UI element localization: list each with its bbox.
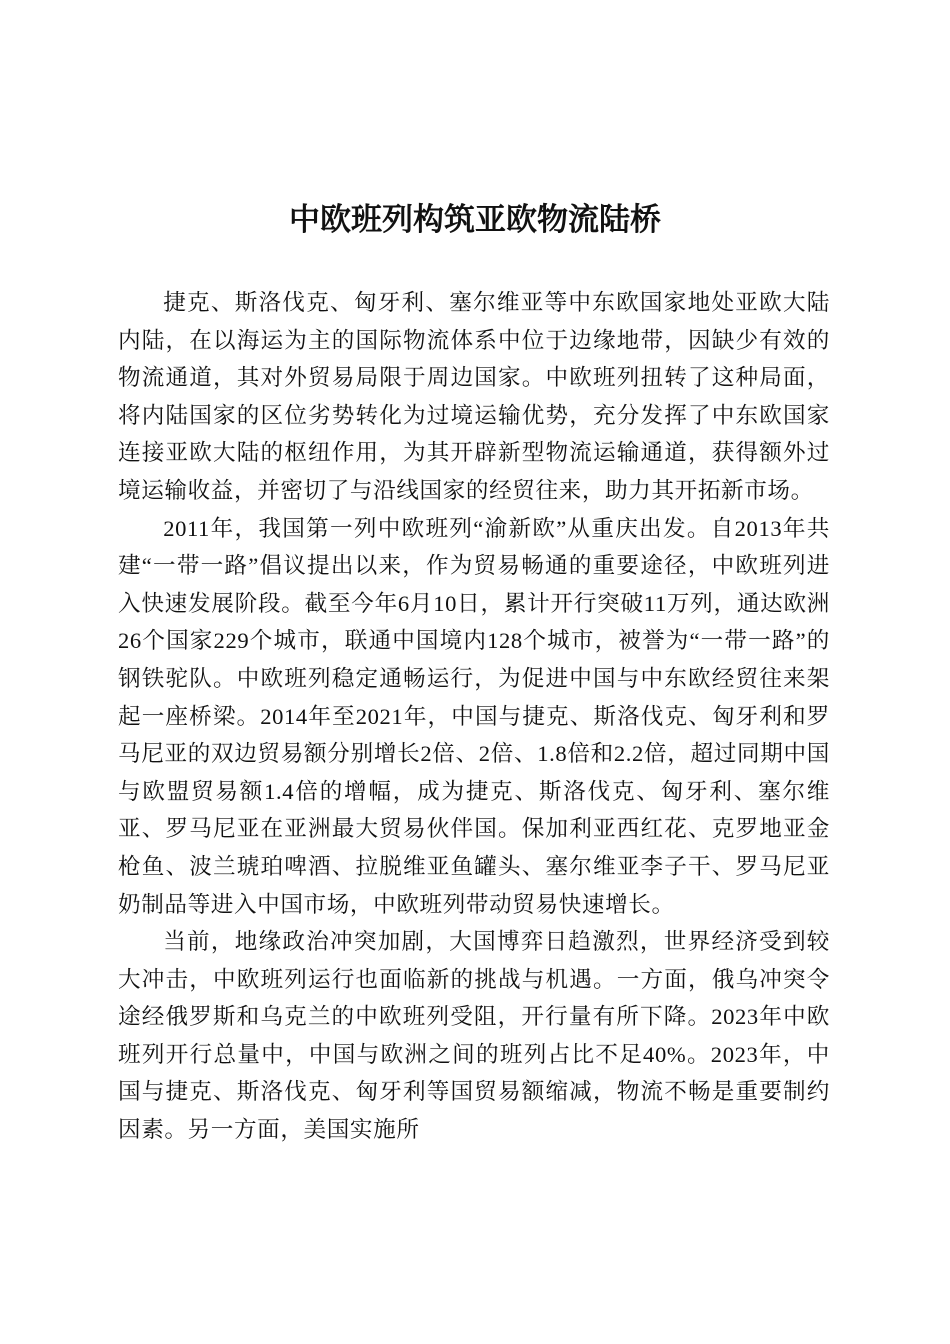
paragraph-1: 捷克、斯洛伐克、匈牙利、塞尔维亚等中东欧国家地处亚欧大陆内陆，在以海运为主的国际物流体系中位于边缘地带，因缺少有效的物流通道，其对外贸易局限于周边国家。中欧班列扭转了这种局面，将内陆国家的区位劣势转化为过境运输优势，充分发挥了中东欧国家连接亚欧大陆的枢纽作用，为其开辟新型物流运输通道，获得额外过境运输收益，并密切了与沿线国家的经贸往来，助力其开拓新市场。 xyxy=(118,290,830,503)
paragraph-2: 2011年，我国第一列中欧班列“渝新欧”从重庆出发。自2013年共建“一带一路”倡议提出以来，作为贸易畅通的重要途径，中欧班列进入快速发展阶段。截至今年6月10日，累计开行突破11万列，通达欧洲26个国家229个城市，联通中国境内128个城市，被誉为“一带一路”的钢铁驼队。中欧班列稳定通畅运行，为促进中国与中东欧经贸往来架起一座桥梁。2014年至2021年，中国与捷克、斯洛伐克、匈牙利和罗马尼亚的双边贸易额分别增长2倍、2倍、1.8倍和2.2倍，超过同期中国与欧盟贸易额1.4倍的增幅，成为捷克、斯洛伐克、匈牙利、塞尔维亚、罗马尼亚在亚洲最大贸易伙伴国。保加利亚西红花、克罗地亚金枪鱼、波兰琥珀啤酒、拉脱维亚鱼罐头、塞尔维亚李子干、罗马尼亚奶制品等进入中国市场，中欧班列带动贸易快速增长。 xyxy=(118,515,830,917)
document-body xyxy=(118,284,830,1149)
document-title: 中欧班列构筑亚欧物流陆桥 xyxy=(289,202,661,238)
paragraph-3: 当前，地缘政治冲突加剧，大国博弈日趋激烈，世界经济受到较大冲击，中欧班列运行也面临新的挑战与机遇。一方面，俄乌冲突令途经俄罗斯和乌克兰的中欧班列受阻，开行量有所下降。2023年中欧班列开行总量中，中国与欧洲之间的班列占比不足40%。2023年，中国与捷克、斯洛伐克、匈牙利等国贸易额缩减，物流不畅是重要制约因素。另一方面，美国实施所 xyxy=(118,929,830,1143)
